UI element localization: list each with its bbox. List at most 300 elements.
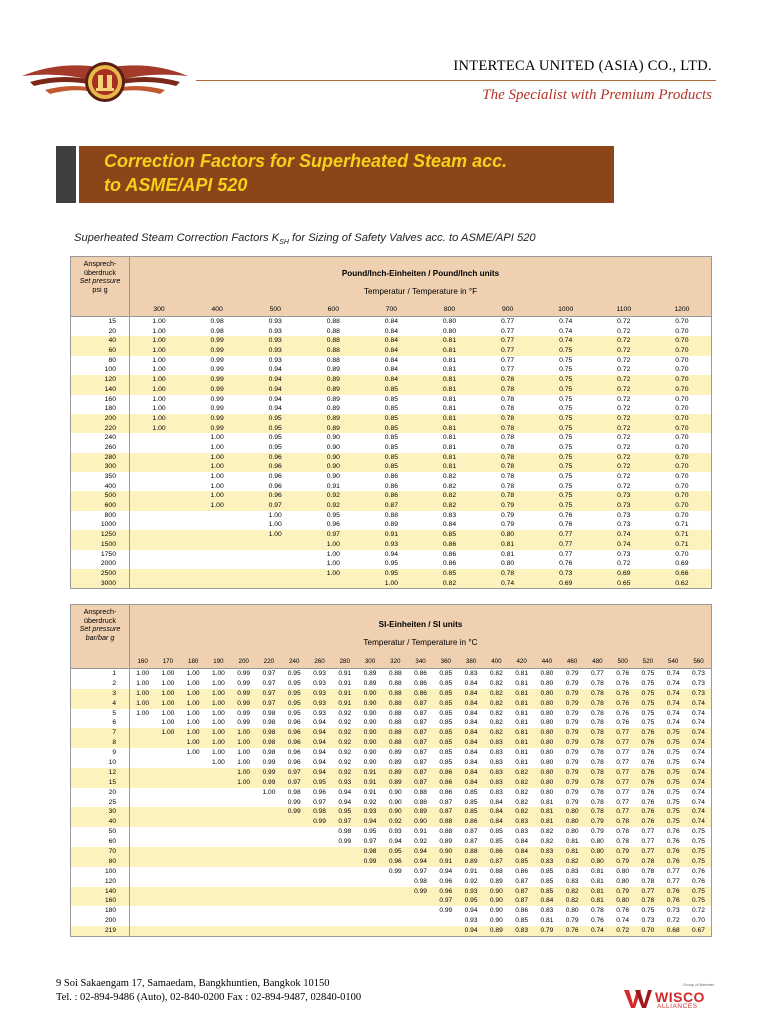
- factor-cell: 0.85: [540, 887, 554, 895]
- factor-cell: [155, 906, 180, 916]
- factor-cell: [155, 758, 180, 768]
- factor-cell: 0.73: [617, 521, 631, 529]
- factor-cell: [206, 906, 231, 916]
- set-pressure-header: [71, 257, 130, 316]
- factor-cell: 0.95: [287, 689, 301, 697]
- factor-cell: 0.90: [489, 907, 503, 915]
- factor-cell: 1.00: [212, 699, 225, 707]
- factor-cell: 0.69: [559, 579, 573, 587]
- temperature-header: 900: [501, 306, 514, 313]
- factor-cell: 0.95: [268, 443, 282, 451]
- factor-cell: 1.00: [326, 550, 340, 558]
- factor-cell: [332, 887, 357, 897]
- factor-cell: 0.91: [338, 679, 352, 687]
- factor-cell: [155, 768, 180, 778]
- temperature-header: 800: [443, 306, 456, 313]
- factor-cell: 1.00: [161, 709, 175, 717]
- pressure-cell: 8: [71, 738, 129, 748]
- temperature-headers: [130, 306, 711, 313]
- factor-cell: 1.00: [210, 492, 224, 500]
- temperature-header: 240: [289, 658, 300, 665]
- factor-cell: 0.72: [617, 434, 631, 442]
- factor-cell: 0.91: [338, 670, 352, 677]
- factor-cell: 0.77: [641, 828, 655, 836]
- factor-cell: 0.94: [313, 759, 326, 767]
- factor-cell: 0.84: [540, 897, 554, 905]
- factor-cell: 0.85: [439, 699, 453, 707]
- pressure-cell: 25: [108, 798, 116, 806]
- banner-title: [104, 149, 604, 197]
- factor-cell: [181, 847, 206, 857]
- factor-cell: [188, 559, 246, 569]
- factor-cell: 0.96: [268, 492, 282, 500]
- factor-cell: 0.90: [388, 788, 402, 796]
- factor-cell: [408, 916, 433, 926]
- temperature-header: 600: [327, 306, 339, 313]
- factor-cell: 0.75: [666, 778, 680, 786]
- factor-cell: 0.86: [414, 679, 427, 687]
- factor-cell: 0.70: [675, 318, 689, 325]
- factor-cell: 0.89: [326, 405, 340, 413]
- factor-cell: 0.84: [464, 709, 478, 717]
- factor-cell: 0.85: [384, 424, 399, 432]
- factor-cell: [256, 807, 281, 817]
- factor-cell: 0.75: [559, 453, 573, 461]
- corner-line: Set pressure: [79, 276, 121, 286]
- factor-cell: 0.95: [384, 569, 399, 577]
- factor-cell: [256, 926, 281, 936]
- factor-cell: 1.00: [384, 579, 399, 587]
- factor-cell: 0.90: [489, 887, 503, 895]
- factor-cell: 1.00: [136, 679, 150, 687]
- temperature-header: 190: [213, 658, 224, 665]
- factor-cell: [181, 827, 206, 837]
- table-row: [130, 462, 711, 472]
- factor-cell: 0.75: [666, 759, 680, 767]
- factor-cell: [130, 738, 155, 748]
- factor-cell: 0.83: [565, 867, 579, 875]
- factor-cell: 0.91: [326, 482, 340, 490]
- factor-cell: 0.81: [515, 719, 529, 727]
- factor-cell: 0.81: [565, 838, 579, 846]
- factor-cell: 0.92: [464, 877, 478, 885]
- temperature-header: 700: [385, 306, 398, 313]
- factor-cell: 0.99: [388, 867, 402, 875]
- factor-cell: 0.99: [210, 356, 224, 364]
- factor-cell: 0.72: [617, 385, 631, 393]
- factor-cell: 0.76: [641, 729, 655, 737]
- factor-cell: 0.72: [617, 560, 631, 568]
- table-row: [130, 550, 711, 560]
- factor-cell: [256, 896, 281, 906]
- factor-cell: 0.72: [617, 405, 631, 413]
- factor-cell: 0.94: [313, 739, 326, 747]
- temperature-header: 400: [491, 658, 502, 665]
- factor-cell: 0.78: [590, 759, 604, 767]
- factor-cell: 0.82: [565, 857, 579, 865]
- factor-cell: 0.68: [666, 927, 680, 935]
- factor-cell: 0.73: [617, 492, 631, 500]
- table-row: [130, 788, 711, 798]
- factor-cell: 0.74: [617, 531, 631, 539]
- factor-cell: 0.80: [540, 689, 554, 697]
- factor-cell: [181, 906, 206, 916]
- factor-cell: 0.95: [287, 670, 301, 677]
- pressure-cell: 100: [104, 867, 116, 875]
- factor-cell: [181, 896, 206, 906]
- factor-cell: 0.75: [559, 482, 573, 490]
- factor-cell: 0.93: [313, 689, 326, 697]
- pressure-cell: 140: [71, 385, 129, 395]
- factor-cell: 0.82: [489, 679, 503, 687]
- pressure-cell: 1000: [100, 521, 116, 529]
- table-subtitle: [74, 232, 536, 246]
- pressure-cell: 350: [104, 473, 116, 480]
- factor-cell: 0.87: [414, 719, 427, 727]
- factor-cell: 0.83: [515, 927, 529, 935]
- value-columns: [130, 317, 711, 588]
- factor-cell: 0.75: [692, 897, 705, 905]
- factor-cell: 0.78: [641, 897, 655, 905]
- factor-cell: 0.98: [363, 848, 377, 856]
- factor-cell: 0.97: [313, 798, 326, 806]
- factor-cell: 0.78: [590, 719, 604, 727]
- temperature-header: 220: [263, 658, 275, 665]
- factor-cell: 0.77: [500, 347, 515, 355]
- factor-cell: 0.74: [559, 327, 573, 335]
- factor-cell: 0.79: [565, 749, 579, 757]
- factor-cell: 0.93: [388, 828, 402, 836]
- factor-cell: 0.85: [439, 709, 453, 717]
- factor-cell: 0.90: [363, 709, 377, 717]
- factor-cell: [130, 540, 188, 550]
- factor-cell: 1.00: [152, 337, 166, 345]
- factor-cell: 0.72: [617, 473, 631, 480]
- factor-cell: 0.79: [616, 887, 630, 895]
- factor-cell: 0.78: [590, 798, 604, 806]
- factor-cell: 1.00: [237, 749, 251, 757]
- factor-cell: 0.69: [617, 569, 631, 577]
- factor-cell: 0.85: [439, 679, 453, 687]
- factor-cell: 0.88: [326, 318, 340, 325]
- wisco-logo-icon: [623, 988, 653, 1010]
- factor-cell: 0.75: [559, 502, 573, 510]
- factor-cell: 0.86: [442, 550, 457, 558]
- table-row: [130, 689, 711, 699]
- temperature-header: 460: [566, 658, 578, 665]
- factor-cell: 0.82: [515, 778, 529, 786]
- factor-cell: 0.75: [666, 729, 680, 737]
- factor-cell: 0.91: [363, 788, 377, 796]
- factor-cell: 1.00: [210, 502, 224, 510]
- factor-cell: 0.97: [414, 867, 427, 875]
- factor-cell: 0.84: [464, 749, 478, 757]
- factor-cell: 0.81: [442, 376, 457, 384]
- table-row: [130, 453, 711, 463]
- factor-cell: 0.90: [363, 749, 377, 757]
- factor-cell: 0.73: [666, 907, 680, 915]
- factor-cell: 0.93: [268, 356, 282, 364]
- factor-cell: [155, 837, 180, 847]
- factor-cell: 0.98: [313, 808, 326, 816]
- temperature-header: 260: [314, 658, 325, 665]
- factor-cell: [307, 867, 332, 877]
- factor-cell: 0.84: [384, 318, 399, 325]
- factor-cell: [130, 877, 155, 887]
- factor-cell: [332, 867, 357, 877]
- table-row: [130, 857, 711, 867]
- factor-cell: [357, 896, 382, 906]
- factor-cell: 0.91: [338, 689, 352, 697]
- factor-cell: 0.88: [326, 347, 340, 355]
- table-row: [130, 559, 711, 569]
- factor-cell: 0.86: [442, 560, 457, 568]
- factor-cell: 0.99: [439, 907, 453, 915]
- factor-cell: 0.74: [590, 927, 604, 935]
- si-correction-table: [70, 604, 712, 937]
- factor-cell: 0.76: [616, 907, 630, 915]
- factor-cell: 1.00: [212, 709, 225, 717]
- factor-cell: [433, 916, 458, 926]
- factor-cell: 0.70: [675, 434, 689, 442]
- factor-cell: 0.76: [666, 828, 680, 836]
- factor-cell: 0.87: [414, 778, 427, 786]
- factor-cell: 0.86: [384, 473, 399, 480]
- factor-cell: 0.89: [388, 768, 402, 776]
- factor-cell: 1.00: [152, 414, 166, 422]
- factor-cell: 0.75: [641, 699, 655, 707]
- temperature-header: 380: [465, 658, 477, 665]
- factor-cell: 0.70: [675, 395, 689, 403]
- factor-cell: 0.94: [464, 907, 478, 915]
- factor-cell: 0.81: [515, 749, 529, 757]
- factor-cell: 0.97: [262, 679, 276, 687]
- factor-cell: 0.80: [540, 778, 554, 786]
- factor-cell: 0.75: [666, 739, 680, 747]
- factor-cell: [130, 491, 188, 501]
- factor-cell: [282, 926, 307, 936]
- factor-cell: 0.77: [500, 318, 515, 325]
- pressure-cell: 260: [104, 443, 116, 451]
- factor-cell: 0.95: [287, 679, 301, 687]
- factor-cell: [130, 550, 188, 560]
- factor-cell: [155, 788, 180, 798]
- factor-cell: 0.99: [210, 385, 224, 393]
- factor-cell: 0.79: [565, 670, 579, 677]
- factor-cell: 0.96: [268, 482, 282, 490]
- factor-cell: 0.81: [442, 356, 457, 364]
- factor-cell: 1.00: [161, 689, 175, 697]
- header-divider: [196, 80, 716, 81]
- factor-cell: [307, 827, 332, 837]
- factor-cell: 0.78: [500, 414, 515, 422]
- factor-cell: 0.86: [515, 907, 529, 915]
- factor-cell: 0.94: [414, 848, 427, 856]
- pressure-cell: 70: [71, 847, 129, 857]
- factor-cell: 0.77: [616, 778, 630, 786]
- table-row: [130, 718, 711, 728]
- factor-cell: 0.72: [617, 395, 631, 403]
- pressure-cell: 10: [108, 759, 116, 767]
- factor-cell: 0.71: [675, 521, 689, 529]
- factor-cell: 0.70: [641, 927, 655, 935]
- factor-cell: 0.72: [616, 927, 630, 935]
- factor-cell: [130, 530, 188, 540]
- pressure-cell: 600: [71, 501, 129, 511]
- partner-logo: [623, 982, 715, 1015]
- factor-cell: 1.00: [152, 376, 166, 384]
- factor-cell: 0.75: [641, 719, 655, 727]
- factor-cell: 0.80: [540, 759, 554, 767]
- factor-cell: 0.78: [500, 443, 515, 451]
- factor-cell: 0.80: [616, 897, 630, 905]
- factor-cell: 0.86: [439, 768, 453, 776]
- factor-cell: [231, 807, 256, 817]
- factor-cell: 0.95: [268, 414, 282, 422]
- factor-cell: 0.82: [489, 670, 503, 677]
- factor-cell: 0.77: [616, 788, 630, 796]
- factor-cell: 0.88: [326, 327, 340, 335]
- temperature-headers: [130, 658, 711, 665]
- pressure-cell: 20: [108, 327, 116, 335]
- factor-cell: 0.78: [590, 749, 604, 757]
- factor-cell: 0.74: [692, 699, 705, 707]
- factor-cell: 0.79: [565, 788, 579, 796]
- factor-cell: [188, 550, 246, 560]
- factor-cell: [282, 916, 307, 926]
- factor-cell: 0.82: [515, 808, 529, 816]
- factor-cell: 0.92: [338, 768, 352, 776]
- factor-cell: [282, 906, 307, 916]
- factor-cell: 0.83: [540, 857, 554, 865]
- factor-cell: 0.75: [559, 405, 573, 413]
- factor-cell: 0.74: [692, 818, 705, 826]
- factor-cell: 0.85: [439, 739, 453, 747]
- factor-cell: 0.74: [692, 749, 705, 757]
- pressure-cell: 1750: [100, 550, 116, 558]
- factor-cell: [231, 877, 256, 887]
- factor-cell: 0.92: [338, 729, 352, 737]
- factor-cell: 0.85: [384, 434, 399, 442]
- factor-cell: 0.91: [464, 867, 478, 875]
- factor-cell: 0.90: [388, 798, 402, 806]
- factor-cell: 0.82: [442, 579, 457, 587]
- factor-cell: 0.89: [326, 414, 340, 422]
- factor-cell: 1.00: [161, 699, 175, 707]
- factor-cell: 0.87: [439, 798, 453, 806]
- factor-cell: 0.78: [500, 424, 515, 432]
- factor-cell: 0.99: [414, 887, 427, 895]
- psi-correction-table: [70, 256, 712, 589]
- factor-cell: 0.74: [666, 689, 680, 697]
- table-row: [130, 424, 711, 434]
- factor-cell: 0.94: [268, 405, 282, 413]
- factor-cell: [408, 906, 433, 916]
- factor-cell: [282, 817, 307, 827]
- factor-cell: 0.93: [313, 679, 326, 687]
- factor-cell: 0.99: [313, 818, 326, 826]
- factor-cell: 0.86: [384, 482, 399, 490]
- factor-cell: 0.78: [590, 768, 604, 776]
- factor-cell: 0.77: [616, 749, 630, 757]
- pressure-cell: 500: [71, 491, 129, 501]
- factor-cell: 0.90: [326, 443, 340, 451]
- table-row: [130, 395, 711, 405]
- factor-cell: 1.00: [237, 739, 251, 747]
- factor-cell: 0.74: [666, 709, 680, 717]
- factor-cell: [130, 472, 188, 482]
- factor-cell: [231, 906, 256, 916]
- factor-cell: [155, 817, 180, 827]
- factor-cell: [206, 788, 231, 798]
- factor-cell: 0.72: [617, 356, 631, 364]
- pressure-column: [71, 669, 130, 936]
- factor-cell: 0.94: [338, 788, 352, 796]
- factor-cell: 0.80: [565, 808, 579, 816]
- factor-cell: 0.98: [210, 327, 224, 335]
- factor-cell: 0.88: [388, 670, 402, 677]
- factor-cell: 0.86: [384, 492, 399, 500]
- factor-cell: 0.81: [565, 848, 579, 856]
- factor-cell: 0.74: [559, 318, 573, 325]
- factor-cell: 0.82: [442, 482, 457, 490]
- table-row: [130, 414, 711, 424]
- factor-cell: [130, 718, 155, 728]
- factor-cell: 0.98: [262, 749, 276, 757]
- table-row: [130, 807, 711, 817]
- factor-cell: 0.81: [515, 699, 529, 707]
- factor-cell: 0.89: [326, 385, 340, 393]
- factor-cell: 0.77: [616, 759, 630, 767]
- factor-cell: 0.95: [363, 828, 377, 836]
- factor-cell: 0.76: [641, 739, 655, 747]
- factor-cell: 0.91: [384, 531, 399, 539]
- factor-cell: 0.97: [363, 838, 377, 846]
- factor-cell: 0.81: [442, 463, 457, 471]
- contact-line: Tel. : 02-894-9486 (Auto), 02-840-0200 Fax : 02-894-9487, 02840-0100: [56, 991, 362, 1003]
- factor-cell: 0.88: [388, 679, 402, 687]
- factor-cell: 0.97: [326, 531, 340, 539]
- factor-cell: 0.77: [616, 798, 630, 806]
- factor-cell: [332, 896, 357, 906]
- factor-cell: [130, 462, 188, 472]
- factor-cell: 0.90: [489, 917, 503, 925]
- table-row: [130, 926, 711, 936]
- factor-cell: 0.89: [326, 395, 340, 403]
- winged-emblem-icon: [20, 52, 190, 112]
- factor-cell: 0.78: [590, 699, 604, 707]
- factor-cell: 0.75: [559, 395, 573, 403]
- factor-cell: 0.85: [442, 531, 457, 539]
- factor-cell: 0.94: [414, 857, 427, 865]
- pressure-cell: 15: [71, 778, 129, 788]
- factor-cell: 0.85: [439, 670, 453, 677]
- factor-cell: 0.89: [326, 366, 340, 374]
- factor-cell: 0.78: [590, 739, 604, 747]
- factor-cell: 0.70: [675, 414, 689, 422]
- factor-cell: 0.99: [237, 719, 251, 727]
- factor-cell: 0.90: [326, 453, 340, 461]
- factor-cell: 0.76: [692, 867, 705, 875]
- factor-cell: [130, 559, 188, 569]
- factor-cell: [181, 877, 206, 887]
- factor-cell: 0.70: [675, 502, 689, 510]
- factor-cell: 0.78: [500, 482, 515, 490]
- temperature-header: 300: [153, 306, 165, 313]
- factor-cell: 0.77: [500, 327, 515, 335]
- factor-cell: 0.84: [489, 808, 503, 816]
- factor-cell: 0.95: [287, 699, 301, 707]
